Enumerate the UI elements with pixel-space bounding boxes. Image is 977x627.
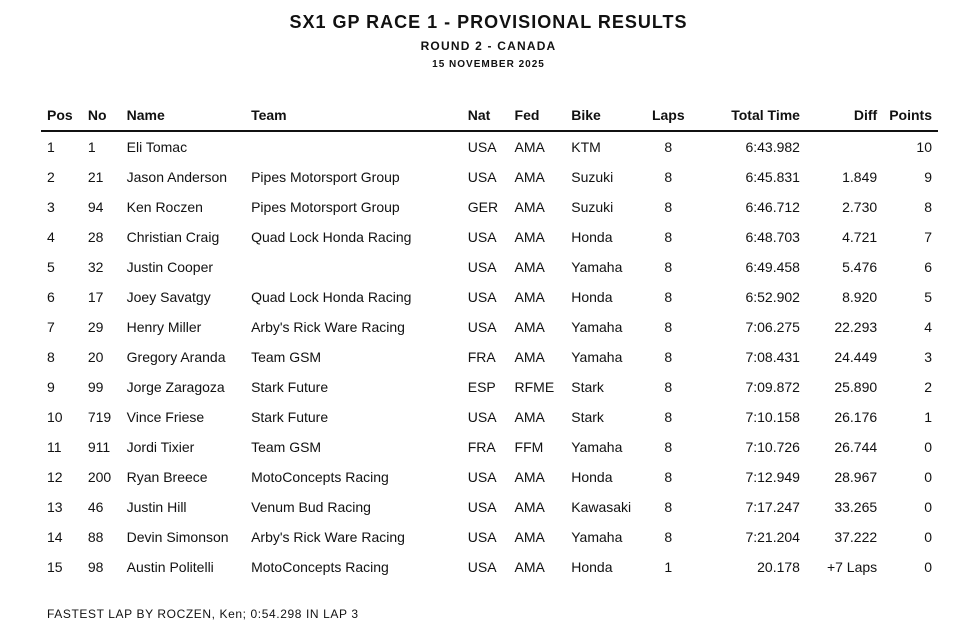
cell-no: 88: [87, 529, 104, 545]
cell-fed: AMA: [514, 559, 545, 575]
cell-bike: Yamaha: [571, 439, 623, 455]
cell-no: 28: [87, 229, 104, 245]
cell-points: 0: [924, 529, 932, 545]
cell-total-time: 6:49.458: [745, 259, 800, 275]
cell-team: Quad Lock Honda Racing: [251, 229, 412, 245]
cell-name: Gregory Aranda: [126, 349, 226, 365]
table-row: [41, 192, 938, 222]
cell-team: MotoConcepts Racing: [251, 469, 389, 485]
cell-total-time: 7:12.949: [745, 469, 800, 485]
cell-team: Pipes Motorsport Group: [251, 169, 400, 185]
cell-bike: Suzuki: [571, 199, 614, 215]
cell-nat: USA: [467, 259, 497, 275]
header-row: [41, 100, 938, 131]
table-row: [41, 312, 938, 342]
cell-team: Stark Future: [251, 379, 329, 395]
cell-pos: 3: [47, 199, 55, 215]
cell-diff: 37.222: [834, 529, 878, 545]
cell-points: 1: [924, 409, 932, 425]
cell-team: Stark Future: [251, 409, 329, 425]
cell-points: 7: [924, 229, 932, 245]
cell-laps: 8: [664, 169, 673, 185]
column-header-points: Points: [883, 100, 938, 131]
table-row: [41, 131, 938, 162]
cell-fed: AMA: [514, 139, 545, 155]
cell-pos: 15: [47, 559, 63, 575]
results-table-header: [41, 100, 938, 131]
results-table-body: [41, 131, 938, 582]
cell-total-time: 6:48.703: [745, 229, 800, 245]
cell-no: 17: [87, 289, 104, 305]
cell-name: Henry Miller: [126, 319, 202, 335]
cell-diff: 28.967: [834, 469, 878, 485]
cell-bike: Honda: [571, 469, 613, 485]
cell-total-time: 7:09.872: [745, 379, 800, 395]
cell-name: Jordi Tixier: [126, 439, 195, 455]
cell-fed: AMA: [514, 169, 545, 185]
cell-team: Team GSM: [251, 439, 322, 455]
cell-total-time: 7:17.247: [745, 499, 800, 515]
table-row: [41, 522, 938, 552]
cell-name: Justin Cooper: [126, 259, 214, 275]
cell-name: Justin Hill: [126, 499, 187, 515]
cell-laps: 8: [664, 139, 673, 155]
cell-points: 10: [916, 139, 932, 155]
cell-team: MotoConcepts Racing: [251, 559, 389, 575]
cell-laps: 8: [664, 469, 673, 485]
cell-total-time: 6:46.712: [745, 199, 800, 215]
cell-laps: 8: [664, 289, 673, 305]
cell-no: 46: [87, 499, 104, 515]
cell-fed: AMA: [514, 199, 545, 215]
cell-points: 0: [924, 499, 932, 515]
cell-total-time: 7:06.275: [745, 319, 800, 335]
cell-diff: 8.920: [842, 289, 878, 305]
fastest-lap-note: FASTEST LAP BY ROCZEN, Ken; 0:54.298 IN LAP 3: [47, 607, 359, 621]
table-row: [41, 552, 938, 582]
table-row: [41, 222, 938, 252]
cell-points: 9: [924, 169, 932, 185]
cell-nat: USA: [467, 469, 497, 485]
cell-diff: +7 Laps: [826, 559, 878, 575]
cell-no: 99: [87, 379, 104, 395]
cell-fed: RFME: [514, 379, 555, 395]
column-header-pos: Pos: [41, 100, 82, 131]
cell-bike: Stark: [571, 409, 604, 425]
cell-laps: 8: [664, 439, 673, 455]
cell-team: Arby's Rick Ware Racing: [251, 529, 405, 545]
cell-laps: 8: [664, 259, 673, 275]
cell-nat: USA: [467, 229, 497, 245]
cell-total-time: 7:08.431: [745, 349, 800, 365]
cell-total-time: 6:45.831: [745, 169, 800, 185]
cell-bike: Honda: [571, 559, 613, 575]
cell-diff: 26.176: [834, 409, 878, 425]
column-header-diff: Diff: [806, 100, 883, 131]
cell-points: 0: [924, 559, 932, 575]
cell-team: Pipes Motorsport Group: [251, 199, 400, 215]
cell-pos: 5: [47, 259, 55, 275]
cell-nat: USA: [467, 169, 497, 185]
cell-bike: Kawasaki: [571, 499, 632, 515]
column-header-fed: Fed: [509, 100, 566, 131]
cell-diff: 33.265: [834, 499, 878, 515]
cell-laps: 8: [664, 529, 673, 545]
cell-name: Ken Roczen: [126, 199, 203, 215]
cell-fed: AMA: [514, 289, 545, 305]
cell-diff: 26.744: [834, 439, 878, 455]
cell-pos: 14: [47, 529, 63, 545]
cell-bike: Yamaha: [571, 529, 623, 545]
cell-laps: 8: [664, 319, 673, 335]
cell-nat: ESP: [467, 379, 496, 395]
cell-nat: USA: [467, 319, 497, 335]
cell-no: 1: [87, 139, 96, 155]
table-row: [41, 492, 938, 522]
table-row: [41, 432, 938, 462]
cell-fed: AMA: [514, 349, 545, 365]
cell-diff: [806, 131, 883, 162]
cell-team: Team GSM: [251, 349, 322, 365]
cell-total-time: 6:43.982: [745, 139, 800, 155]
cell-fed: AMA: [514, 229, 545, 245]
cell-bike: Honda: [571, 289, 613, 305]
cell-no: 29: [87, 319, 104, 335]
cell-bike: Yamaha: [571, 349, 623, 365]
cell-points: 0: [924, 439, 932, 455]
cell-bike: Stark: [571, 379, 604, 395]
cell-points: 6: [924, 259, 932, 275]
cell-pos: 7: [47, 319, 55, 335]
table-row: [41, 252, 938, 282]
cell-fed: AMA: [514, 259, 545, 275]
cell-nat: FRA: [467, 349, 496, 365]
cell-bike: Yamaha: [571, 259, 623, 275]
table-row: [41, 402, 938, 432]
cell-nat: USA: [467, 289, 497, 305]
cell-total-time: 20.178: [757, 559, 800, 575]
cell-points: 3: [924, 349, 932, 365]
cell-laps: 8: [664, 229, 673, 245]
cell-nat: USA: [467, 559, 497, 575]
cell-total-time: 7:21.204: [745, 529, 800, 545]
table-row: [41, 342, 938, 372]
cell-team: Quad Lock Honda Racing: [251, 289, 412, 305]
cell-name: Jason Anderson: [126, 169, 228, 185]
cell-laps: 8: [664, 409, 673, 425]
cell-bike: KTM: [571, 139, 601, 155]
cell-fed: FFM: [514, 439, 544, 455]
cell-team: [245, 131, 462, 162]
cell-name: Jorge Zaragoza: [126, 379, 225, 395]
cell-name: Austin Politelli: [126, 559, 214, 575]
cell-no: 32: [87, 259, 104, 275]
cell-no: 98: [87, 559, 104, 575]
cell-name: Eli Tomac: [126, 139, 188, 155]
cell-total-time: 6:52.902: [745, 289, 800, 305]
cell-laps: 1: [664, 559, 673, 575]
cell-fed: AMA: [514, 529, 545, 545]
cell-points: 0: [924, 469, 932, 485]
cell-diff: 22.293: [834, 319, 878, 335]
cell-diff: 4.721: [842, 229, 878, 245]
cell-points: 4: [924, 319, 932, 335]
cell-points: 8: [924, 199, 932, 215]
cell-nat: GER: [467, 199, 499, 215]
column-header-no: No: [82, 100, 121, 131]
column-header-laps: Laps: [645, 100, 692, 131]
cell-no: 911: [87, 439, 111, 455]
cell-no: 719: [87, 409, 112, 425]
column-header-bike: Bike: [565, 100, 645, 131]
column-header-total-time: Total Time: [692, 100, 806, 131]
cell-pos: 1: [47, 139, 55, 155]
cell-fed: AMA: [514, 409, 545, 425]
cell-fed: AMA: [514, 469, 545, 485]
cell-pos: 11: [47, 439, 62, 455]
cell-laps: 8: [664, 199, 673, 215]
cell-laps: 8: [664, 349, 673, 365]
cell-bike: Yamaha: [571, 319, 623, 335]
round-subtitle: ROUND 2 - CANADA: [420, 39, 557, 53]
cell-nat: USA: [467, 409, 497, 425]
cell-name: Devin Simonson: [126, 529, 229, 545]
event-date: 15 NOVEMBER 2025: [432, 59, 545, 70]
cell-diff: 5.476: [842, 259, 878, 275]
table-row: [41, 462, 938, 492]
cell-pos: 9: [47, 379, 55, 395]
cell-diff: 24.449: [834, 349, 878, 365]
cell-nat: USA: [467, 139, 497, 155]
cell-pos: 13: [47, 499, 63, 515]
cell-name: Joey Savatgy: [126, 289, 211, 305]
column-header-nat: Nat: [462, 100, 509, 131]
table-row: [41, 282, 938, 312]
cell-laps: 8: [664, 379, 673, 395]
cell-diff: 25.890: [834, 379, 878, 395]
cell-name: Ryan Breece: [126, 469, 208, 485]
cell-no: 21: [87, 169, 104, 185]
page-title: SX1 GP RACE 1 - PROVISIONAL RESULTS: [289, 12, 688, 32]
table-row: [41, 372, 938, 402]
cell-pos: 2: [47, 169, 55, 185]
cell-fed: AMA: [514, 319, 545, 335]
cell-points: 5: [924, 289, 932, 305]
cell-nat: FRA: [467, 439, 496, 455]
cell-nat: USA: [467, 529, 497, 545]
column-header-team: Team: [245, 100, 462, 131]
table-row: [41, 162, 938, 192]
cell-nat: USA: [467, 499, 497, 515]
cell-total-time: 7:10.158: [745, 409, 800, 425]
cell-pos: 4: [47, 229, 55, 245]
column-header-name: Name: [121, 100, 245, 131]
cell-bike: Suzuki: [571, 169, 614, 185]
cell-team: Venum Bud Racing: [251, 499, 371, 515]
cell-name: Vince Friese: [126, 409, 205, 425]
cell-name: Christian Craig: [126, 229, 220, 245]
cell-diff: 2.730: [842, 199, 878, 215]
cell-no: 94: [87, 199, 104, 215]
cell-no: 20: [87, 349, 104, 365]
cell-total-time: 7:10.726: [745, 439, 800, 455]
cell-pos: 6: [47, 289, 55, 305]
cell-pos: 10: [47, 409, 63, 425]
cell-no: 200: [87, 469, 112, 485]
cell-pos: 8: [47, 349, 55, 365]
cell-diff: 1.849: [842, 169, 878, 185]
cell-laps: 8: [664, 499, 673, 515]
results-table: [41, 100, 938, 582]
cell-team: [245, 252, 462, 282]
cell-fed: AMA: [514, 499, 545, 515]
cell-team: Arby's Rick Ware Racing: [251, 319, 405, 335]
cell-pos: 12: [47, 469, 63, 485]
cell-points: 2: [924, 379, 932, 395]
cell-bike: Honda: [571, 229, 613, 245]
